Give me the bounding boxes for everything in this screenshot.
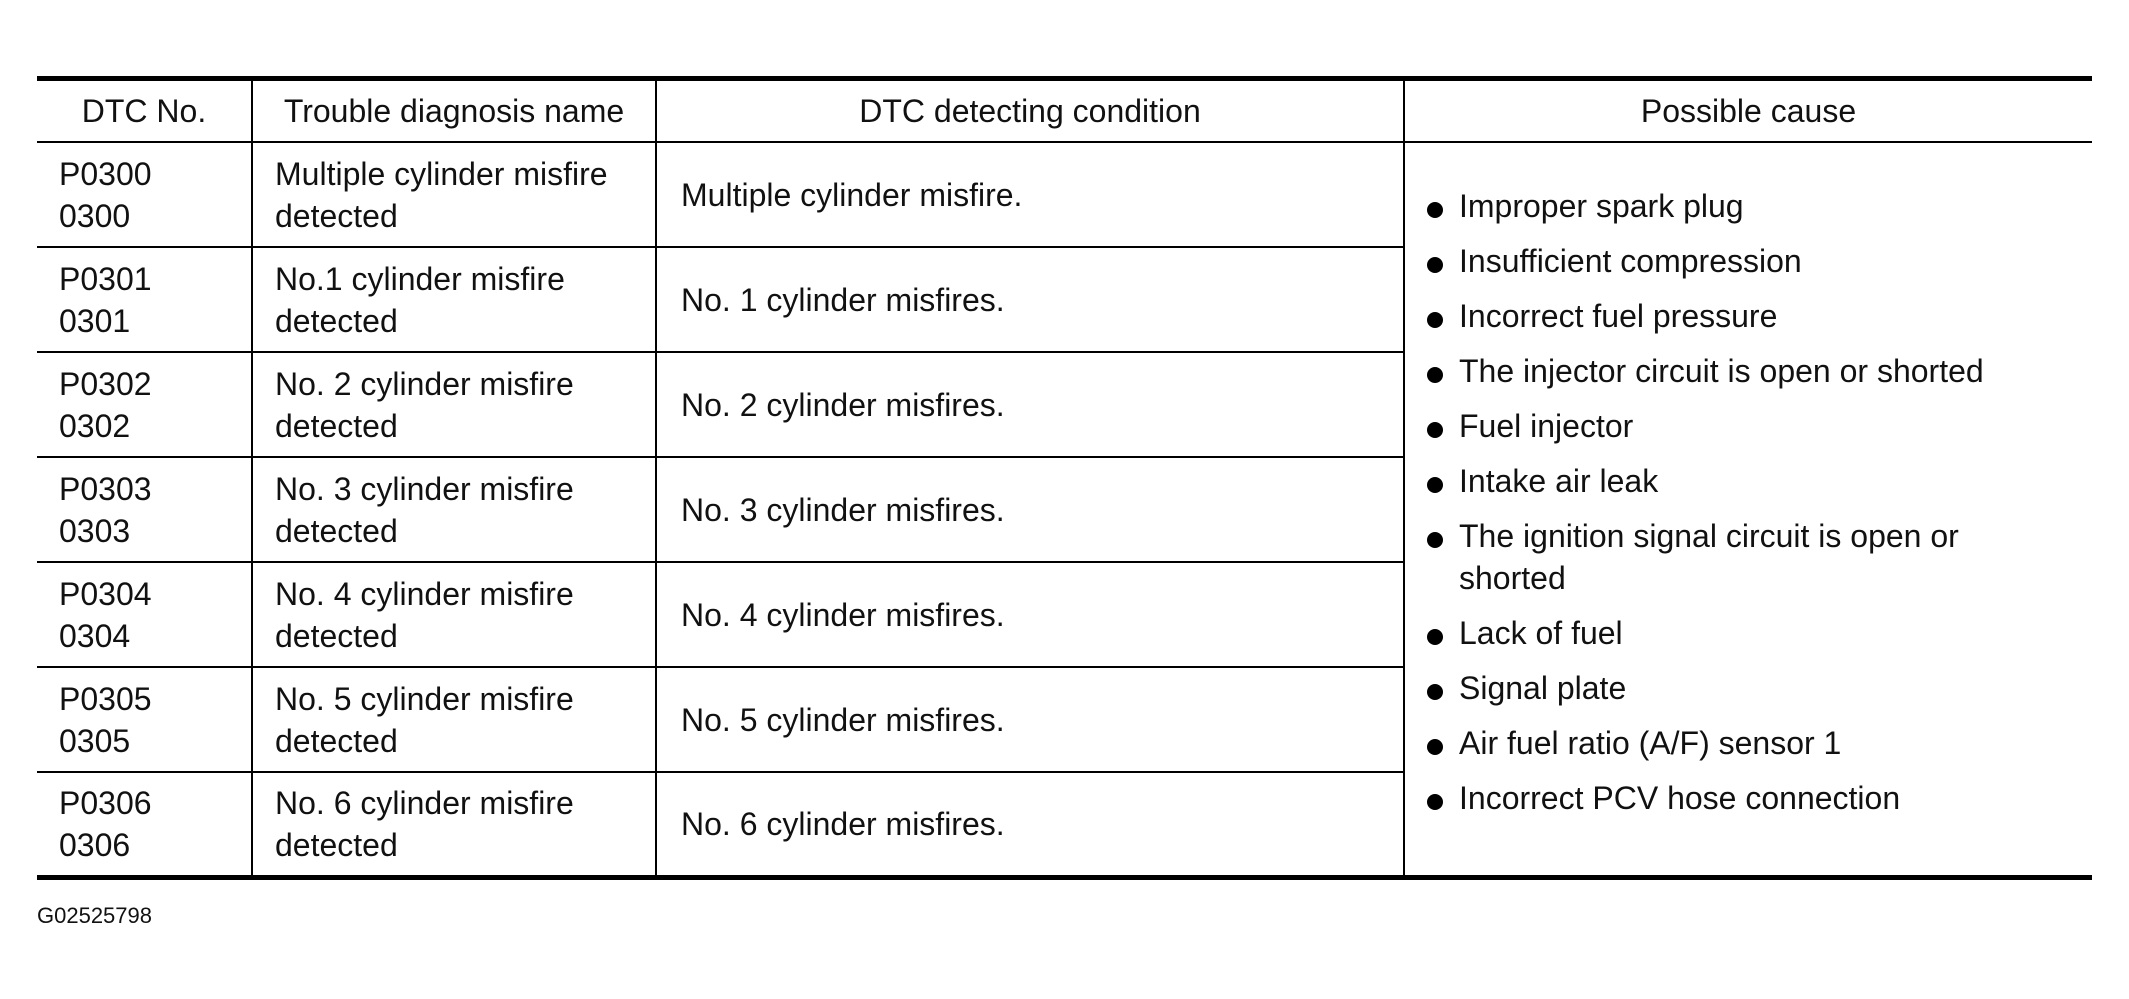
detecting-condition-cell: No. 3 cylinder misfires.	[656, 457, 1404, 562]
bullet-icon	[1427, 422, 1443, 438]
dtc-code-secondary: 0301	[59, 302, 131, 339]
dtc-code-cell	[37, 772, 252, 877]
dtc-code-primary: P0305	[59, 680, 152, 717]
bullet-icon	[1427, 477, 1443, 493]
dtc-table-container	[37, 76, 2092, 880]
bullet-icon	[1427, 202, 1443, 218]
cause-text: Air fuel ratio (A/F) sensor 1	[1459, 725, 1842, 762]
dtc-code-cell	[37, 562, 252, 667]
header-dtc-detecting-condition: DTC detecting condition	[656, 79, 1404, 143]
list-item	[1427, 667, 2070, 709]
bullet-icon	[1427, 367, 1443, 383]
detecting-condition-cell: No. 2 cylinder misfires.	[656, 352, 1404, 457]
trouble-name-cell: Multiple cylinder misfire detected	[252, 142, 656, 247]
cause-text: Incorrect PCV hose connection	[1459, 780, 1901, 817]
list-item	[1427, 777, 2070, 819]
list-item	[1427, 240, 2070, 282]
dtc-code-secondary: 0304	[59, 617, 131, 654]
dtc-code-cell	[37, 142, 252, 247]
cause-text: The injector circuit is open or shorted	[1459, 353, 1984, 390]
trouble-name-cell: No. 2 cylinder misfire detected	[252, 352, 656, 457]
table-row	[37, 142, 2092, 247]
table-header-row	[37, 79, 2092, 143]
dtc-code-secondary: 0300	[59, 197, 131, 234]
dtc-table	[37, 76, 2092, 880]
list-item	[1427, 515, 2070, 599]
dtc-code-cell	[37, 352, 252, 457]
dtc-code-cell	[37, 247, 252, 352]
list-item	[1427, 350, 2070, 392]
detecting-condition-cell: No. 5 cylinder misfires.	[656, 667, 1404, 772]
dtc-code-secondary: 0305	[59, 722, 131, 759]
dtc-code-primary: P0302	[59, 365, 152, 402]
trouble-name-cell: No. 6 cylinder misfire detected	[252, 772, 656, 877]
bullet-icon	[1427, 257, 1443, 273]
trouble-name-cell: No. 4 cylinder misfire detected	[252, 562, 656, 667]
header-possible-cause: Possible cause	[1404, 79, 2092, 143]
header-dtc-no: DTC No.	[81, 93, 207, 129]
header-trouble-diagnosis-name: Trouble diagnosis name	[252, 79, 656, 143]
trouble-name-cell: No. 5 cylinder misfire detected	[252, 667, 656, 772]
detecting-condition-cell: Multiple cylinder misfire.	[656, 142, 1404, 247]
dtc-code-primary: P0304	[59, 575, 152, 612]
dtc-code-primary: P0303	[59, 470, 152, 507]
dtc-code-secondary: 0302	[59, 407, 131, 444]
detecting-condition-cell: No. 4 cylinder misfires.	[656, 562, 1404, 667]
cause-text: Lack of fuel	[1459, 615, 1623, 652]
possible-cause-list	[1427, 185, 2070, 819]
cause-text: Signal plate	[1459, 670, 1627, 707]
cause-text: Fuel injector	[1459, 408, 1634, 445]
list-item	[1427, 722, 2070, 764]
trouble-name-cell: No.1 cylinder misfire detected	[252, 247, 656, 352]
list-item	[1427, 612, 2070, 654]
cause-text: Insufficient compression	[1459, 243, 1802, 280]
figure-id: G02525798	[37, 903, 152, 928]
dtc-code-secondary: 0303	[59, 512, 131, 549]
cause-text: Intake air leak	[1459, 463, 1659, 500]
detecting-condition-cell: No. 1 cylinder misfires.	[656, 247, 1404, 352]
bullet-icon	[1427, 684, 1443, 700]
dtc-code-primary: P0300	[59, 155, 152, 192]
bullet-icon	[1427, 794, 1443, 810]
cause-text: Incorrect fuel pressure	[1459, 298, 1778, 335]
cause-text: The ignition signal circuit is open or shorted	[1459, 518, 1959, 597]
bullet-icon	[1427, 629, 1443, 645]
dtc-code-primary: P0306	[59, 784, 152, 821]
possible-cause-cell	[1404, 142, 2092, 877]
dtc-code-cell	[37, 457, 252, 562]
bullet-icon	[1427, 739, 1443, 755]
list-item	[1427, 185, 2070, 227]
dtc-code-secondary: 0306	[59, 826, 131, 863]
bullet-icon	[1427, 312, 1443, 328]
cause-text: Improper spark plug	[1459, 188, 1744, 225]
list-item	[1427, 295, 2070, 337]
dtc-code-primary: P0301	[59, 260, 152, 297]
detecting-condition-cell: No. 6 cylinder misfires.	[656, 772, 1404, 877]
trouble-name-cell: No. 3 cylinder misfire detected	[252, 457, 656, 562]
bullet-icon	[1427, 532, 1443, 548]
dtc-code-cell	[37, 667, 252, 772]
list-item	[1427, 460, 2070, 502]
list-item	[1427, 405, 2070, 447]
